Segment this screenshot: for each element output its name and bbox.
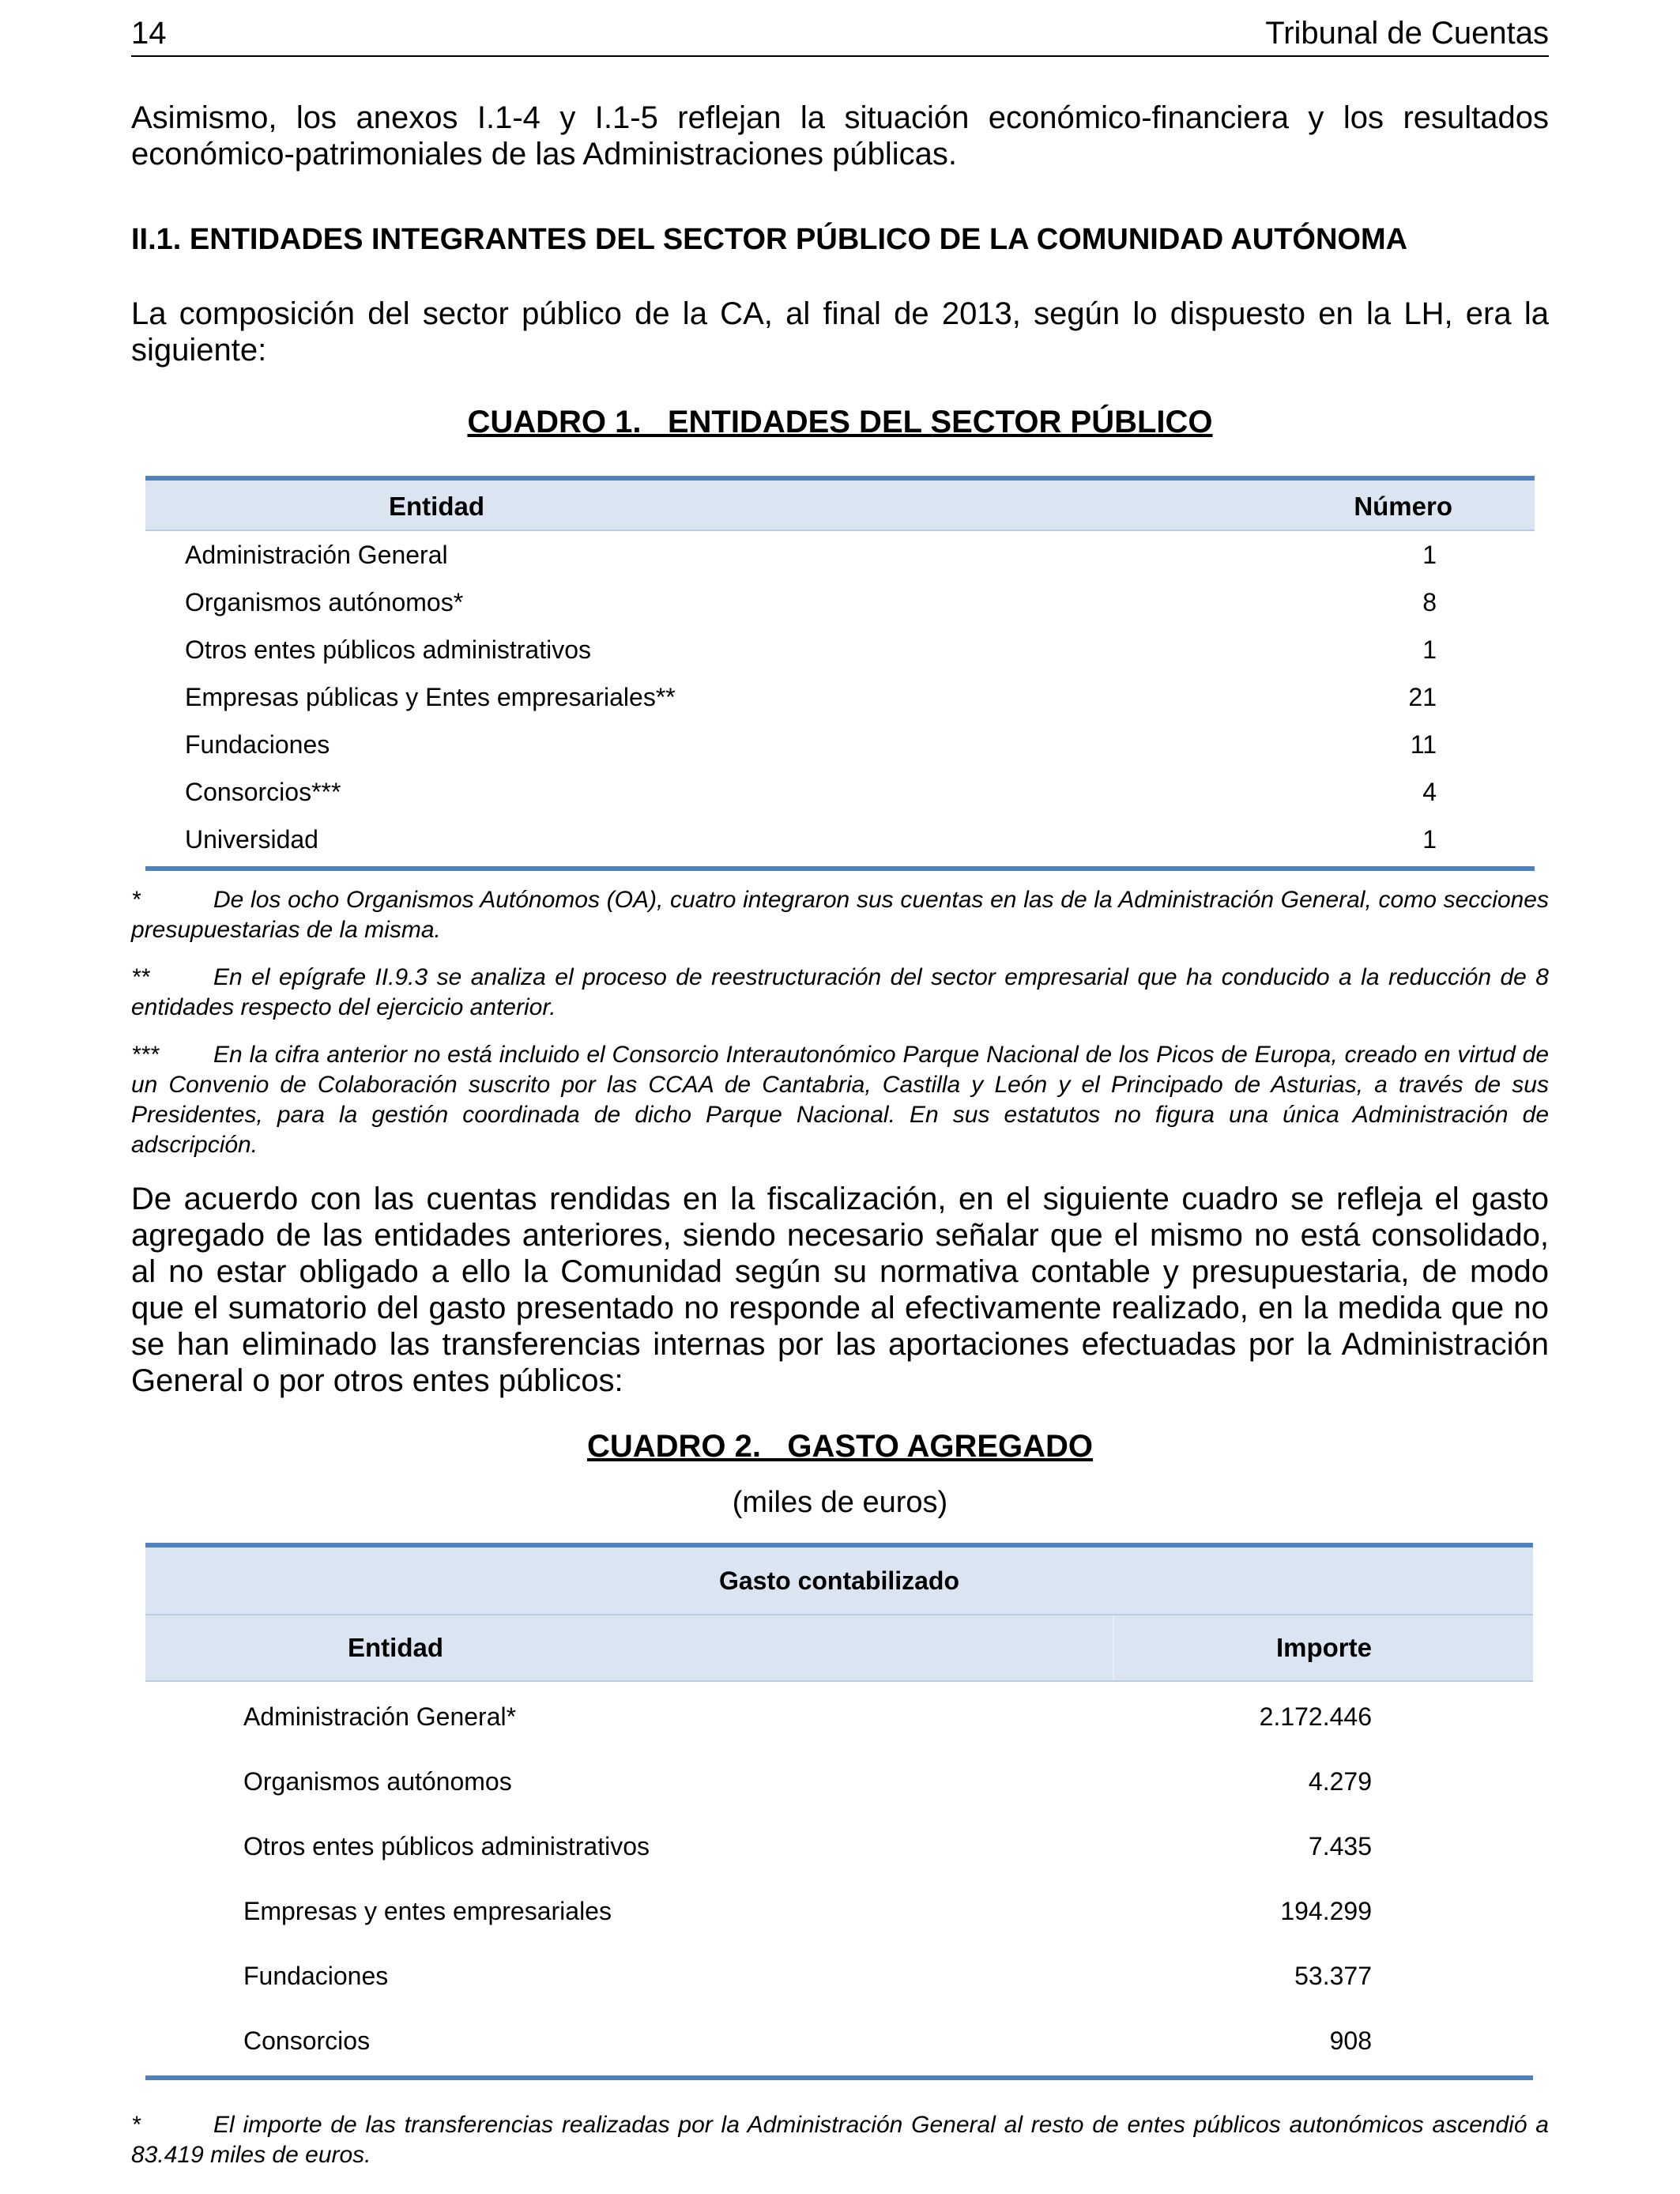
row-entity-count: 1 [1422, 541, 1437, 569]
row-entity-name: Organismos autónomos [243, 1767, 512, 1796]
table-row [145, 673, 1535, 721]
aggregate-spending-paragraph: De acuerdo con las cuentas rendidas en la fiscalización, en el siguiente cuadro se refleja el gasto agregado de las entidades anteriores, siendo necesario señalar que el mismo no está consolidado, al no estar obligado a ello la Comunidad según su normativa contable y presupuestaria, de modo que el sumatorio del gasto presentado no responde al efectivamente realizado, en la medida que no se han eliminado las transferencias internas por las aportaciones efectuadas por la Administración General o por otros entes públicos: [131, 1182, 1549, 1398]
page-number: 14 [131, 16, 167, 51]
table-row [145, 579, 1535, 626]
row-entity-name: Consorcios [243, 2026, 371, 2055]
table-row [145, 1876, 1533, 1941]
row-entity-count: 1 [1422, 825, 1437, 854]
table1-header-number: Número [1354, 492, 1452, 521]
footnote-text: El importe de las transferencias realizadas por la Administración General al resto de entes públicos autonómicos ascendió a 83.419 miles de euros. [131, 2112, 1549, 2168]
publisher-name: Tribunal de Cuentas [1265, 16, 1549, 51]
row-entity-name: Empresas y entes empresariales [243, 1897, 612, 1925]
table1-footnote-2 [131, 963, 1549, 1023]
table2-group-header [145, 1547, 1533, 1615]
table-row [145, 626, 1535, 673]
footnote-mark: * [131, 2112, 141, 2138]
running-header [131, 14, 1549, 57]
row-entity-count: 1 [1422, 635, 1437, 664]
table2-footnote [131, 2110, 1549, 2170]
row-entity-name: Administración General [185, 541, 448, 569]
row-amount: 7.435 [1308, 1832, 1372, 1860]
table2-header-entity: Entidad [348, 1633, 443, 1662]
row-amount: 194.299 [1280, 1897, 1372, 1925]
table1-footnote-3 [131, 1040, 1549, 1160]
row-entity-count: 4 [1422, 778, 1437, 806]
table2-units: (miles de euros) [732, 1486, 948, 1519]
row-entity-name: Fundaciones [185, 730, 330, 759]
row-entity-count: 21 [1408, 683, 1437, 711]
footnote-mark: ** [131, 964, 150, 990]
table-row [145, 816, 1535, 863]
row-entity-name: Empresas públicas y Entes empresariales** [185, 683, 676, 711]
row-entity-name: Otros entes públicos administrativos [243, 1832, 650, 1860]
row-entity-name: Otros entes públicos administrativos [185, 635, 591, 664]
table1-entities [145, 476, 1535, 871]
footnote-text: En la cifra anterior no está incluido el Consorcio Interautonómico Parque Nacional de los Picos de Europa, creado en virtud de un Convenio de Colaboración suscrito por las CCAA de Cantabria, Castilla y León y el Principado de Asturias, a través de sus Presidentes, para la gestión coordinada de dicho Parque Nacional. En sus estatutos no figura una única Administración de adscripción. [131, 1042, 1549, 1158]
table1-bottom-rule [145, 866, 1535, 871]
row-amount: 53.377 [1294, 1962, 1372, 1990]
table2-caption [131, 1429, 1549, 1465]
table2-aggregate-spending [145, 1543, 1533, 2080]
table2-caption-text: CUADRO 2. GASTO AGREGADO [586, 1429, 1094, 1464]
row-entity-name: Fundaciones [243, 1962, 389, 1990]
footnote-text: En el epígrafe II.9.3 se analiza el proceso de reestructuración del sector empresarial que ha conducido a la reducción de 8 entidades respecto del ejercicio anterior. [131, 964, 1549, 1020]
row-entity-name: Universidad [185, 825, 318, 854]
row-amount: 2.172.446 [1259, 1702, 1372, 1731]
row-amount: 908 [1329, 2026, 1372, 2055]
footnote-mark: *** [131, 1042, 160, 1068]
table-row [145, 531, 1535, 579]
table-row [145, 1747, 1533, 1811]
table-row [145, 2006, 1533, 2071]
section-title: II.1. ENTIDADES INTEGRANTES DEL SECTOR PÚBLICO DE LA COMUNIDAD AUTÓNOMA [131, 223, 1408, 256]
footnote-text: De los ocho Organismos Autónomos (OA), cuatro integraron sus cuentas en las de la Administración General, como secciones presupuestarias de la misma. [131, 887, 1549, 943]
table1-header-row [145, 481, 1535, 531]
table-row [145, 1682, 1533, 1747]
footnote-mark: * [131, 887, 141, 913]
row-amount: 4.279 [1308, 1767, 1372, 1796]
table-row [145, 1941, 1533, 2006]
table2-header-row [145, 1615, 1533, 1682]
row-entity-name: Organismos autónomos* [185, 588, 464, 616]
row-entity-count: 8 [1422, 588, 1437, 616]
table2-group-label: Gasto contabilizado [718, 1566, 960, 1595]
table1-caption [131, 405, 1549, 440]
table2-header-amount: Importe [1275, 1633, 1372, 1662]
section-paragraph: La composición del sector público de la CA, al final de 2013, según lo dispuesto en la LH, era la siguiente: [131, 296, 1549, 368]
row-entity-count: 11 [1410, 730, 1437, 759]
table-row [145, 768, 1535, 816]
table1-caption-text: CUADRO 1. ENTIDADES DEL SECTOR PÚBLICO [467, 405, 1213, 439]
table-row [145, 1811, 1533, 1876]
intro-paragraph: Asimismo, los anexos I.1-4 y I.1-5 reflejan la situación económico-financiera y los resultados económico-patrimoniales de las Administraciones públicas. [131, 100, 1549, 172]
table1-footnote-1 [131, 885, 1549, 945]
table2-bottom-rule [145, 2075, 1533, 2080]
table2-header-divider [1113, 1615, 1114, 1680]
row-entity-name: Consorcios*** [185, 778, 341, 806]
row-entity-name: Administración General* [243, 1702, 517, 1731]
table1-header-entity: Entidad [389, 492, 484, 521]
table-row [145, 721, 1535, 768]
